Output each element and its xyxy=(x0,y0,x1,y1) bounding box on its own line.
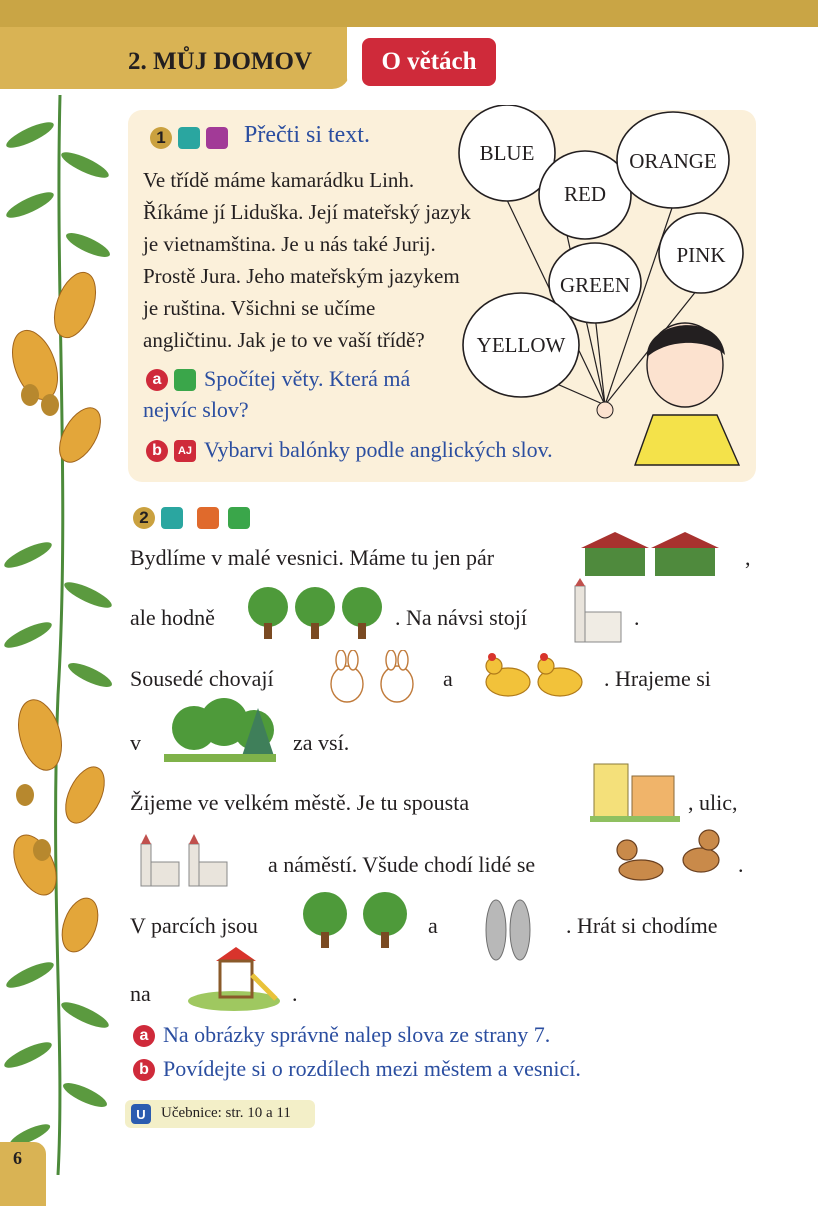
abacus-icon xyxy=(174,369,196,391)
trees-picture xyxy=(244,585,386,641)
read-icon xyxy=(178,127,200,149)
page-number-tab xyxy=(0,1142,46,1206)
forest-picture xyxy=(158,698,282,766)
textbook-reference-text: Učebnice: str. 10 a 11 xyxy=(161,1105,291,1121)
churches-picture xyxy=(135,832,231,888)
text-line: . Na návsi stojí xyxy=(395,605,527,630)
balloon-label: BLUE xyxy=(479,141,535,165)
sticker-icon xyxy=(197,507,219,529)
textbook-badge: U xyxy=(131,1104,151,1124)
text-line: . xyxy=(738,852,744,877)
balloon-label: RED xyxy=(564,182,606,206)
task-b-text: Povídejte si o rozdílech mezi městem a vesnicí. xyxy=(163,1056,581,1081)
speech-icon xyxy=(228,507,250,529)
text-line: . xyxy=(292,981,298,1006)
playground-picture xyxy=(186,945,282,1013)
dogs-picture xyxy=(605,826,731,892)
exercise-number: 1 xyxy=(150,127,172,149)
text-line: na xyxy=(130,981,151,1006)
read-icon xyxy=(161,507,183,529)
rabbits-picture xyxy=(323,650,423,706)
text-line: a xyxy=(428,913,438,938)
task-b-badge: b xyxy=(146,440,168,462)
text-line: Sousedé chovají xyxy=(130,666,274,691)
chapter-title: 2. MŮJ DOMOV xyxy=(128,48,312,75)
text-line: v xyxy=(130,730,141,755)
balloons-illustration xyxy=(455,105,755,480)
statues-picture xyxy=(478,888,538,964)
text-line: a xyxy=(443,666,453,691)
text-line: , ulic, xyxy=(688,790,738,815)
balloon-label: PINK xyxy=(676,243,726,267)
textbook-reference xyxy=(125,1100,315,1128)
exercise-number: 2 xyxy=(133,507,155,529)
houses-picture xyxy=(575,528,725,580)
task-a-badge: a xyxy=(146,369,168,391)
balloon-label: YELLOW xyxy=(476,333,566,357)
task-a-line1: Spočítej věty. Která má xyxy=(204,366,411,391)
english-icon: AJ xyxy=(174,440,196,462)
task-a-text: Na obrázky správně nalep slova ze strany 7. xyxy=(163,1022,551,1047)
text-line: ale hodně xyxy=(130,605,215,630)
task-b-text: Vybarvi balónky podle anglických slov. xyxy=(204,437,553,462)
park-trees-picture xyxy=(297,892,415,950)
girl-illustration xyxy=(597,323,739,465)
text-line: V parcích jsou xyxy=(130,913,258,938)
fern-leaves-decoration xyxy=(0,95,118,1175)
balloon-label: GREEN xyxy=(560,273,630,297)
exercise-1-text: Ve třídě máme kamarádku Linh. Říkáme jí Liduška. Její mateřský jazyk je vietnamština. Je u nás také Jurij. Prostě Jura. Jeho mateřským jazykem je ruština. Všichni se učíme angličtinu. Jak je to ve vaší třídě? xyxy=(143,168,471,352)
task-a-line2: nejvíc slov? xyxy=(143,397,249,422)
text-line: za vsí. xyxy=(293,730,350,755)
exercise-1-heading: Přečti si text. xyxy=(244,122,370,148)
task-a-badge: a xyxy=(133,1025,155,1047)
pencil-icon xyxy=(206,127,228,149)
text-line: Žijeme ve velkém městě. Je tu spousta xyxy=(130,790,470,815)
text-line: , xyxy=(745,545,751,570)
top-bar xyxy=(0,0,818,27)
apartment-blocks-picture xyxy=(590,760,680,822)
task-b-badge: b xyxy=(133,1059,155,1081)
text-line: . Hrajeme si xyxy=(604,666,711,691)
topic-chip: O větách xyxy=(362,38,496,86)
church-picture xyxy=(565,578,623,644)
text-line: . xyxy=(634,605,640,630)
page-number: 6 xyxy=(13,1148,22,1168)
text-line: Bydlíme v malé vesnici. Máme tu jen pár xyxy=(130,545,495,570)
chickens-picture xyxy=(480,650,588,706)
balloon-label: ORANGE xyxy=(629,149,717,173)
text-line: a náměstí. Všude chodí lidé se xyxy=(268,852,536,877)
text-line: . Hrát si chodíme xyxy=(566,913,718,938)
